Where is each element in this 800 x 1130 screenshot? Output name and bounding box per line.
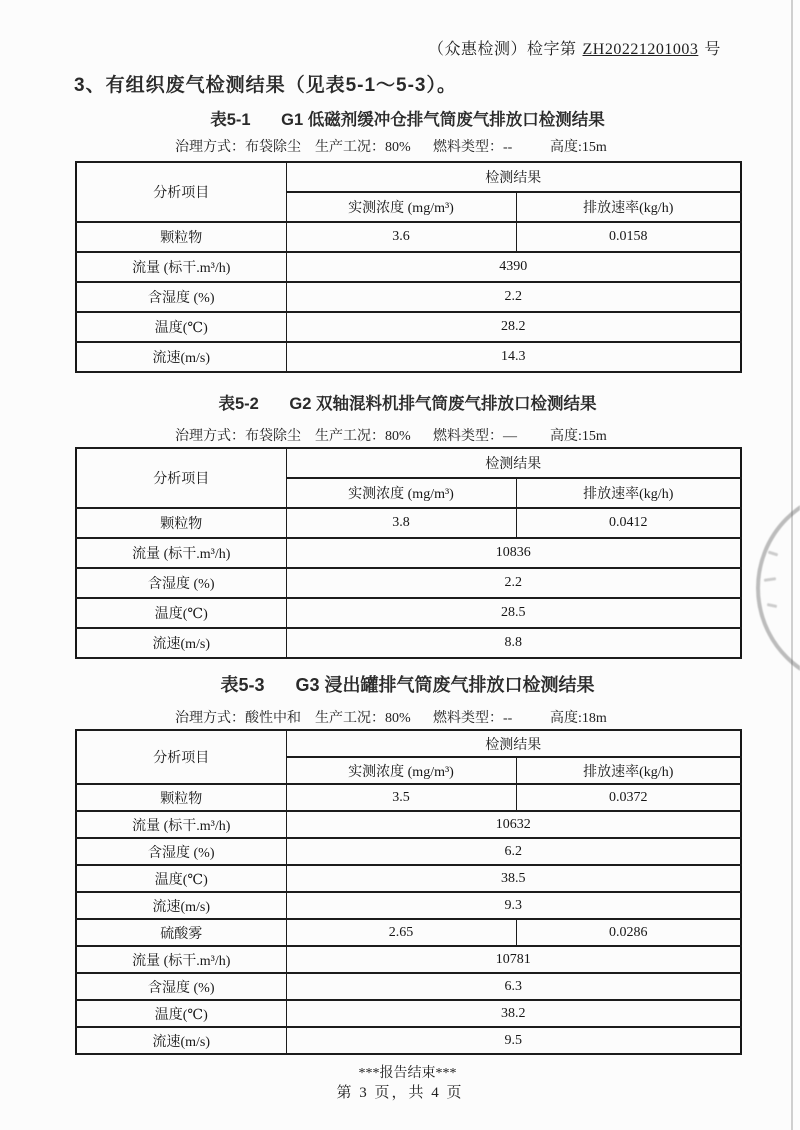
treatment-method: 治理方式：酸性中和: [175, 711, 301, 726]
report-number-suffix: 号: [704, 41, 721, 58]
row-rate-cell: 0.0158: [516, 222, 741, 252]
table-5-3: [75, 729, 742, 1055]
row-label-cell: 流量 (标干.m³/h): [76, 538, 286, 568]
row-value-cell: 14.3: [286, 342, 741, 372]
row-label-cell: 流速(m/s): [76, 1027, 286, 1054]
header-rate-cell: 排放速率(kg/h): [516, 757, 741, 784]
row-value-cell: 6.3: [286, 973, 741, 1000]
fuel-type: 燃料类型：--: [433, 711, 513, 726]
row-label-cell: 流速(m/s): [76, 628, 286, 658]
row-label-cell: 硫酸雾: [76, 919, 286, 946]
table-5-2: [75, 447, 742, 659]
treatment-method: 治理方式：布袋除尘: [175, 140, 301, 155]
row-value-cell: 10836: [286, 538, 741, 568]
table-row: [76, 919, 741, 946]
seal-ring: [756, 488, 800, 686]
stack-height: 高度:15m: [550, 429, 607, 444]
report-end-note: ***报告结束***: [358, 1066, 457, 1081]
table-header-row: [76, 162, 741, 192]
header-concentration-cell: 实测浓度 (mg/m³): [286, 757, 516, 784]
row-label-cell: 流量 (标干.m³/h): [76, 811, 286, 838]
row-rate-cell: 0.0286: [516, 919, 741, 946]
row-value-cell: 6.2: [286, 838, 741, 865]
row-concentration-cell: 2.65: [286, 919, 516, 946]
row-rate-cell: 0.0412: [516, 508, 741, 538]
row-value-cell: 10781: [286, 946, 741, 973]
row-rate-cell: 0.0372: [516, 784, 741, 811]
table-row: [76, 892, 741, 919]
row-label-cell: 颗粒物: [76, 784, 286, 811]
table-row: [76, 252, 741, 282]
row-value-cell: 2.2: [286, 568, 741, 598]
table-row: [76, 946, 741, 973]
header-result-group-cell: 检测结果: [286, 162, 741, 192]
table-row: [76, 568, 741, 598]
row-value-cell: 28.5: [286, 598, 741, 628]
report-number: ZH20221201003: [582, 41, 699, 58]
row-value-cell: 2.2: [286, 282, 741, 312]
stack-height: 高度:15m: [550, 140, 607, 155]
header-item-cell: 分析项目: [76, 730, 286, 784]
table-5-1-title: [75, 106, 740, 130]
table-5-3-title: [75, 671, 740, 697]
table-number: 表5-2: [218, 395, 259, 413]
table-name: G2 双轴混料机排气筒废气排放口检测结果: [289, 395, 597, 413]
table-5-3-meta: [75, 707, 740, 727]
row-value-cell: 10632: [286, 811, 741, 838]
table-row: [76, 865, 741, 892]
header-rate-cell: 排放速率(kg/h): [516, 192, 741, 222]
row-label-cell: 温度(℃): [76, 312, 286, 342]
table-5-2-meta: [75, 425, 740, 445]
report-number-header: [428, 36, 721, 59]
row-label-cell: 流量 (标干.m³/h): [76, 946, 286, 973]
row-value-cell: 8.8: [286, 628, 741, 658]
header-result-group-cell: 检测结果: [286, 448, 741, 478]
header-rate-cell: 排放速率(kg/h): [516, 478, 741, 508]
row-label-cell: 流速(m/s): [76, 342, 286, 372]
row-value-cell: 28.2: [286, 312, 741, 342]
stack-height: 高度:18m: [550, 711, 607, 726]
row-value-cell: 9.3: [286, 892, 741, 919]
row-label-cell: 流量 (标干.m³/h): [76, 252, 286, 282]
table-row: [76, 312, 741, 342]
table-number: 表5-1: [210, 111, 251, 129]
row-label-cell: 颗粒物: [76, 508, 286, 538]
table-row: [76, 838, 741, 865]
header-item-cell: 分析项目: [76, 162, 286, 222]
treatment-method: 治理方式：布袋除尘: [175, 429, 301, 444]
header-result-group-cell: 检测结果: [286, 730, 741, 757]
row-value-cell: 9.5: [286, 1027, 741, 1054]
page-number: 第 3 页，共 4 页: [336, 1085, 464, 1101]
table-5-1-meta: [75, 136, 740, 156]
table-5-1: [75, 161, 742, 373]
table-row: [76, 598, 741, 628]
header-item-cell: 分析项目: [76, 448, 286, 508]
table-row: [76, 538, 741, 568]
row-label-cell: 温度(℃): [76, 598, 286, 628]
production-condition: 生产工况：80%: [315, 140, 411, 155]
fuel-type: 燃料类型：—: [433, 429, 517, 444]
row-value-cell: 38.5: [286, 865, 741, 892]
table-row: [76, 628, 741, 658]
row-label-cell: 颗粒物: [76, 222, 286, 252]
row-value-cell: 38.2: [286, 1000, 741, 1027]
table-number: 表5-3: [220, 675, 265, 695]
row-label-cell: 含湿度 (%): [76, 838, 286, 865]
table-row: [76, 1027, 741, 1054]
table-row: [76, 784, 741, 811]
table-header-row: [76, 730, 741, 757]
partial-seal-stamp: [750, 486, 800, 686]
report-number-prefix: （众惠检测）检字第: [428, 41, 577, 58]
table-header-row: [76, 448, 741, 478]
row-label-cell: 含湿度 (%): [76, 568, 286, 598]
table-row: [76, 973, 741, 1000]
production-condition: 生产工况：80%: [315, 711, 411, 726]
table-row: [76, 1000, 741, 1027]
row-label-cell: 温度(℃): [76, 865, 286, 892]
table-5-2-title: [75, 390, 740, 414]
table-row: [76, 222, 741, 252]
table-row: [76, 811, 741, 838]
row-label-cell: 流速(m/s): [76, 892, 286, 919]
row-label-cell: 含湿度 (%): [76, 282, 286, 312]
row-label-cell: 温度(℃): [76, 1000, 286, 1027]
fuel-type: 燃料类型：--: [433, 140, 513, 155]
header-concentration-cell: 实测浓度 (mg/m³): [286, 192, 516, 222]
table-name: G3 浸出罐排气筒废气排放口检测结果: [295, 675, 595, 695]
table-row: [76, 282, 741, 312]
section-title: 3、有组织废气检测结果（见表5-1～5-3）。: [74, 75, 457, 96]
production-condition: 生产工况：80%: [315, 429, 411, 444]
row-concentration-cell: 3.5: [286, 784, 516, 811]
table-row: [76, 342, 741, 372]
table-row: [76, 508, 741, 538]
row-label-cell: 含湿度 (%): [76, 973, 286, 1000]
table-name: G1 低磁剂缓冲仓排气筒废气排放口检测结果: [281, 111, 605, 129]
row-value-cell: 4390: [286, 252, 741, 282]
row-concentration-cell: 3.6: [286, 222, 516, 252]
header-concentration-cell: 实测浓度 (mg/m³): [286, 478, 516, 508]
row-concentration-cell: 3.8: [286, 508, 516, 538]
